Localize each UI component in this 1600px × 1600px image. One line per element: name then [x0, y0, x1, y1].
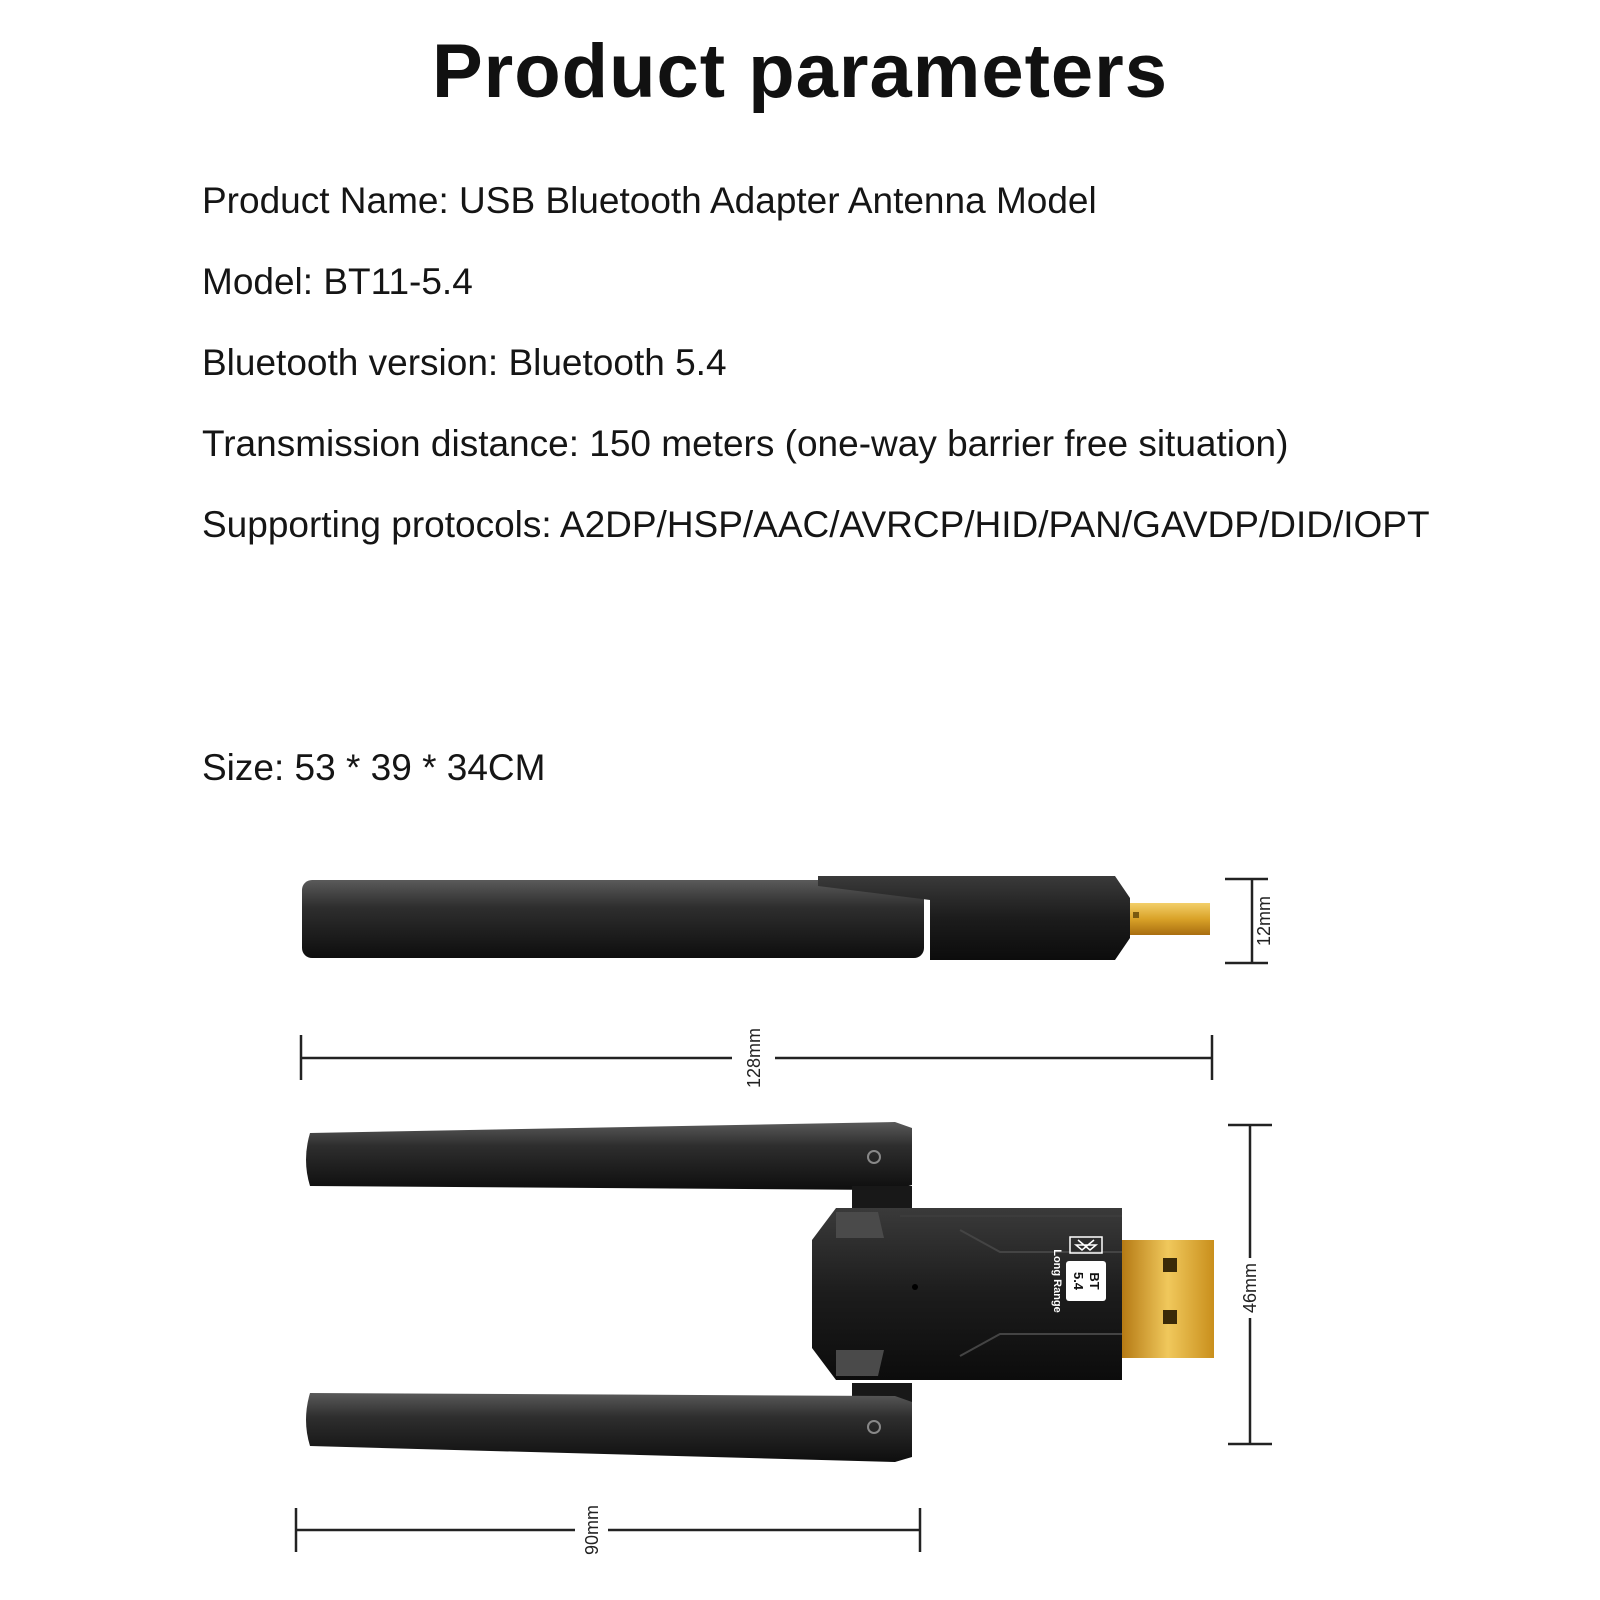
badge-version: 5.4 — [1071, 1271, 1086, 1291]
usb-connector — [1122, 1240, 1214, 1358]
dimension-46mm-label: 46mm — [1240, 1262, 1260, 1314]
top-antenna — [306, 1122, 912, 1190]
page-title: Product parameters — [431, 29, 1169, 114]
side-antenna — [302, 880, 924, 958]
badge-bt: BT — [1087, 1272, 1102, 1290]
dimension-128mm-label: 128mm — [744, 1027, 764, 1089]
bottom-antenna — [306, 1393, 912, 1462]
bluetooth-version-line: Bluetooth version: Bluetooth 5.4 — [202, 342, 727, 383]
dimension-12mm-label: 12mm — [1254, 895, 1274, 947]
side-view-adapter — [302, 876, 1210, 960]
side-usb-connector — [1130, 903, 1210, 935]
dimension-128mm — [301, 1028, 1212, 1088]
dimension-12mm — [1225, 879, 1274, 963]
model-line: Model: BT11-5.4 — [202, 261, 473, 302]
size-line: Size: 53 * 39 * 34CM — [202, 747, 546, 788]
dimension-90mm — [296, 1505, 920, 1555]
supporting-protocols-line: Supporting protocols: A2DP/HSP/AAC/AVRCP/HID/PAN/GAVDP/DID/IOPT — [202, 504, 1430, 545]
badge-long-range: Long Range — [1051, 1249, 1063, 1313]
transmission-distance-line: Transmission distance: 150 meters (one-way barrier free situation) — [202, 423, 1289, 464]
top-view-adapter — [306, 1122, 1214, 1462]
product-name-line: Product Name: USB Bluetooth Adapter Antenna Model — [202, 180, 1097, 221]
dimension-46mm — [1228, 1125, 1272, 1444]
dimension-90mm-label: 90mm — [582, 1504, 602, 1556]
